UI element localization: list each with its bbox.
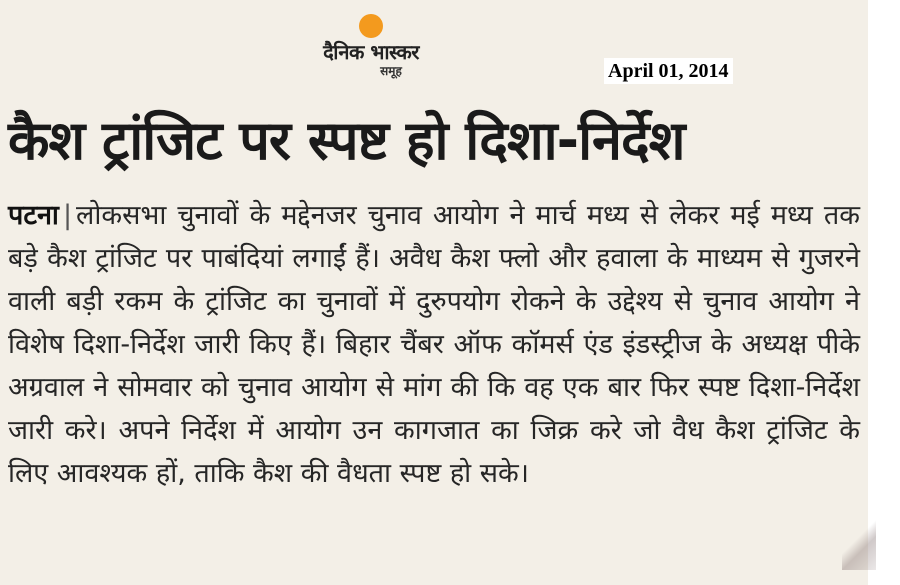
article-dateline: पटना <box>8 200 59 231</box>
logo-name: दैनिक भास्कर <box>323 40 419 64</box>
sun-logo-icon <box>359 14 383 38</box>
article-body <box>8 194 860 495</box>
newspaper-logo <box>296 10 446 90</box>
publication-date: April 01, 2014 <box>604 58 733 84</box>
logo-subtitle: समूह <box>380 64 402 78</box>
article-text: लोकसभा चुनावों के मद्देनजर चुनाव आयोग ने मार्च मध्य से लेकर मई मध्य तक बड़े कैश ट्रांजिट पर पाबंदियां लगाईं हैं। अवैध कैश फ्लो और हवाला के माध्यम से गुजरने वाली बड़ी रकम के ट्रांजिट का चुनावों में दुरुपयोग रोकने के उद्देश्य से चुनाव आयोग ने विशेष दिशा-निर्देश जारी किए हैं। बिहार चैंबर ऑफ कॉमर्स एंड इंडस्ट्रीज के अध्यक्ष पीके अग्रवाल ने सोमवार को चुनाव आयोग से मांग की कि वह एक बार फिर स्पष्ट दिशा-निर्देश जारी करे। अपने निर्देश में आयोग उन कागजात का जिक्र करे जो वैध कैश ट्रांजिट के लिए आवश्यक हों, ताकि कैश की वैधता स्पष्ट हो सके। <box>8 200 861 489</box>
dateline-separator: | <box>62 200 73 231</box>
article-headline: कैश ट्रांजिट पर स्पष्ट हो दिशा-निर्देश <box>8 109 685 172</box>
margin-strip <box>868 0 900 585</box>
clipping-edge-shadow <box>842 520 876 570</box>
